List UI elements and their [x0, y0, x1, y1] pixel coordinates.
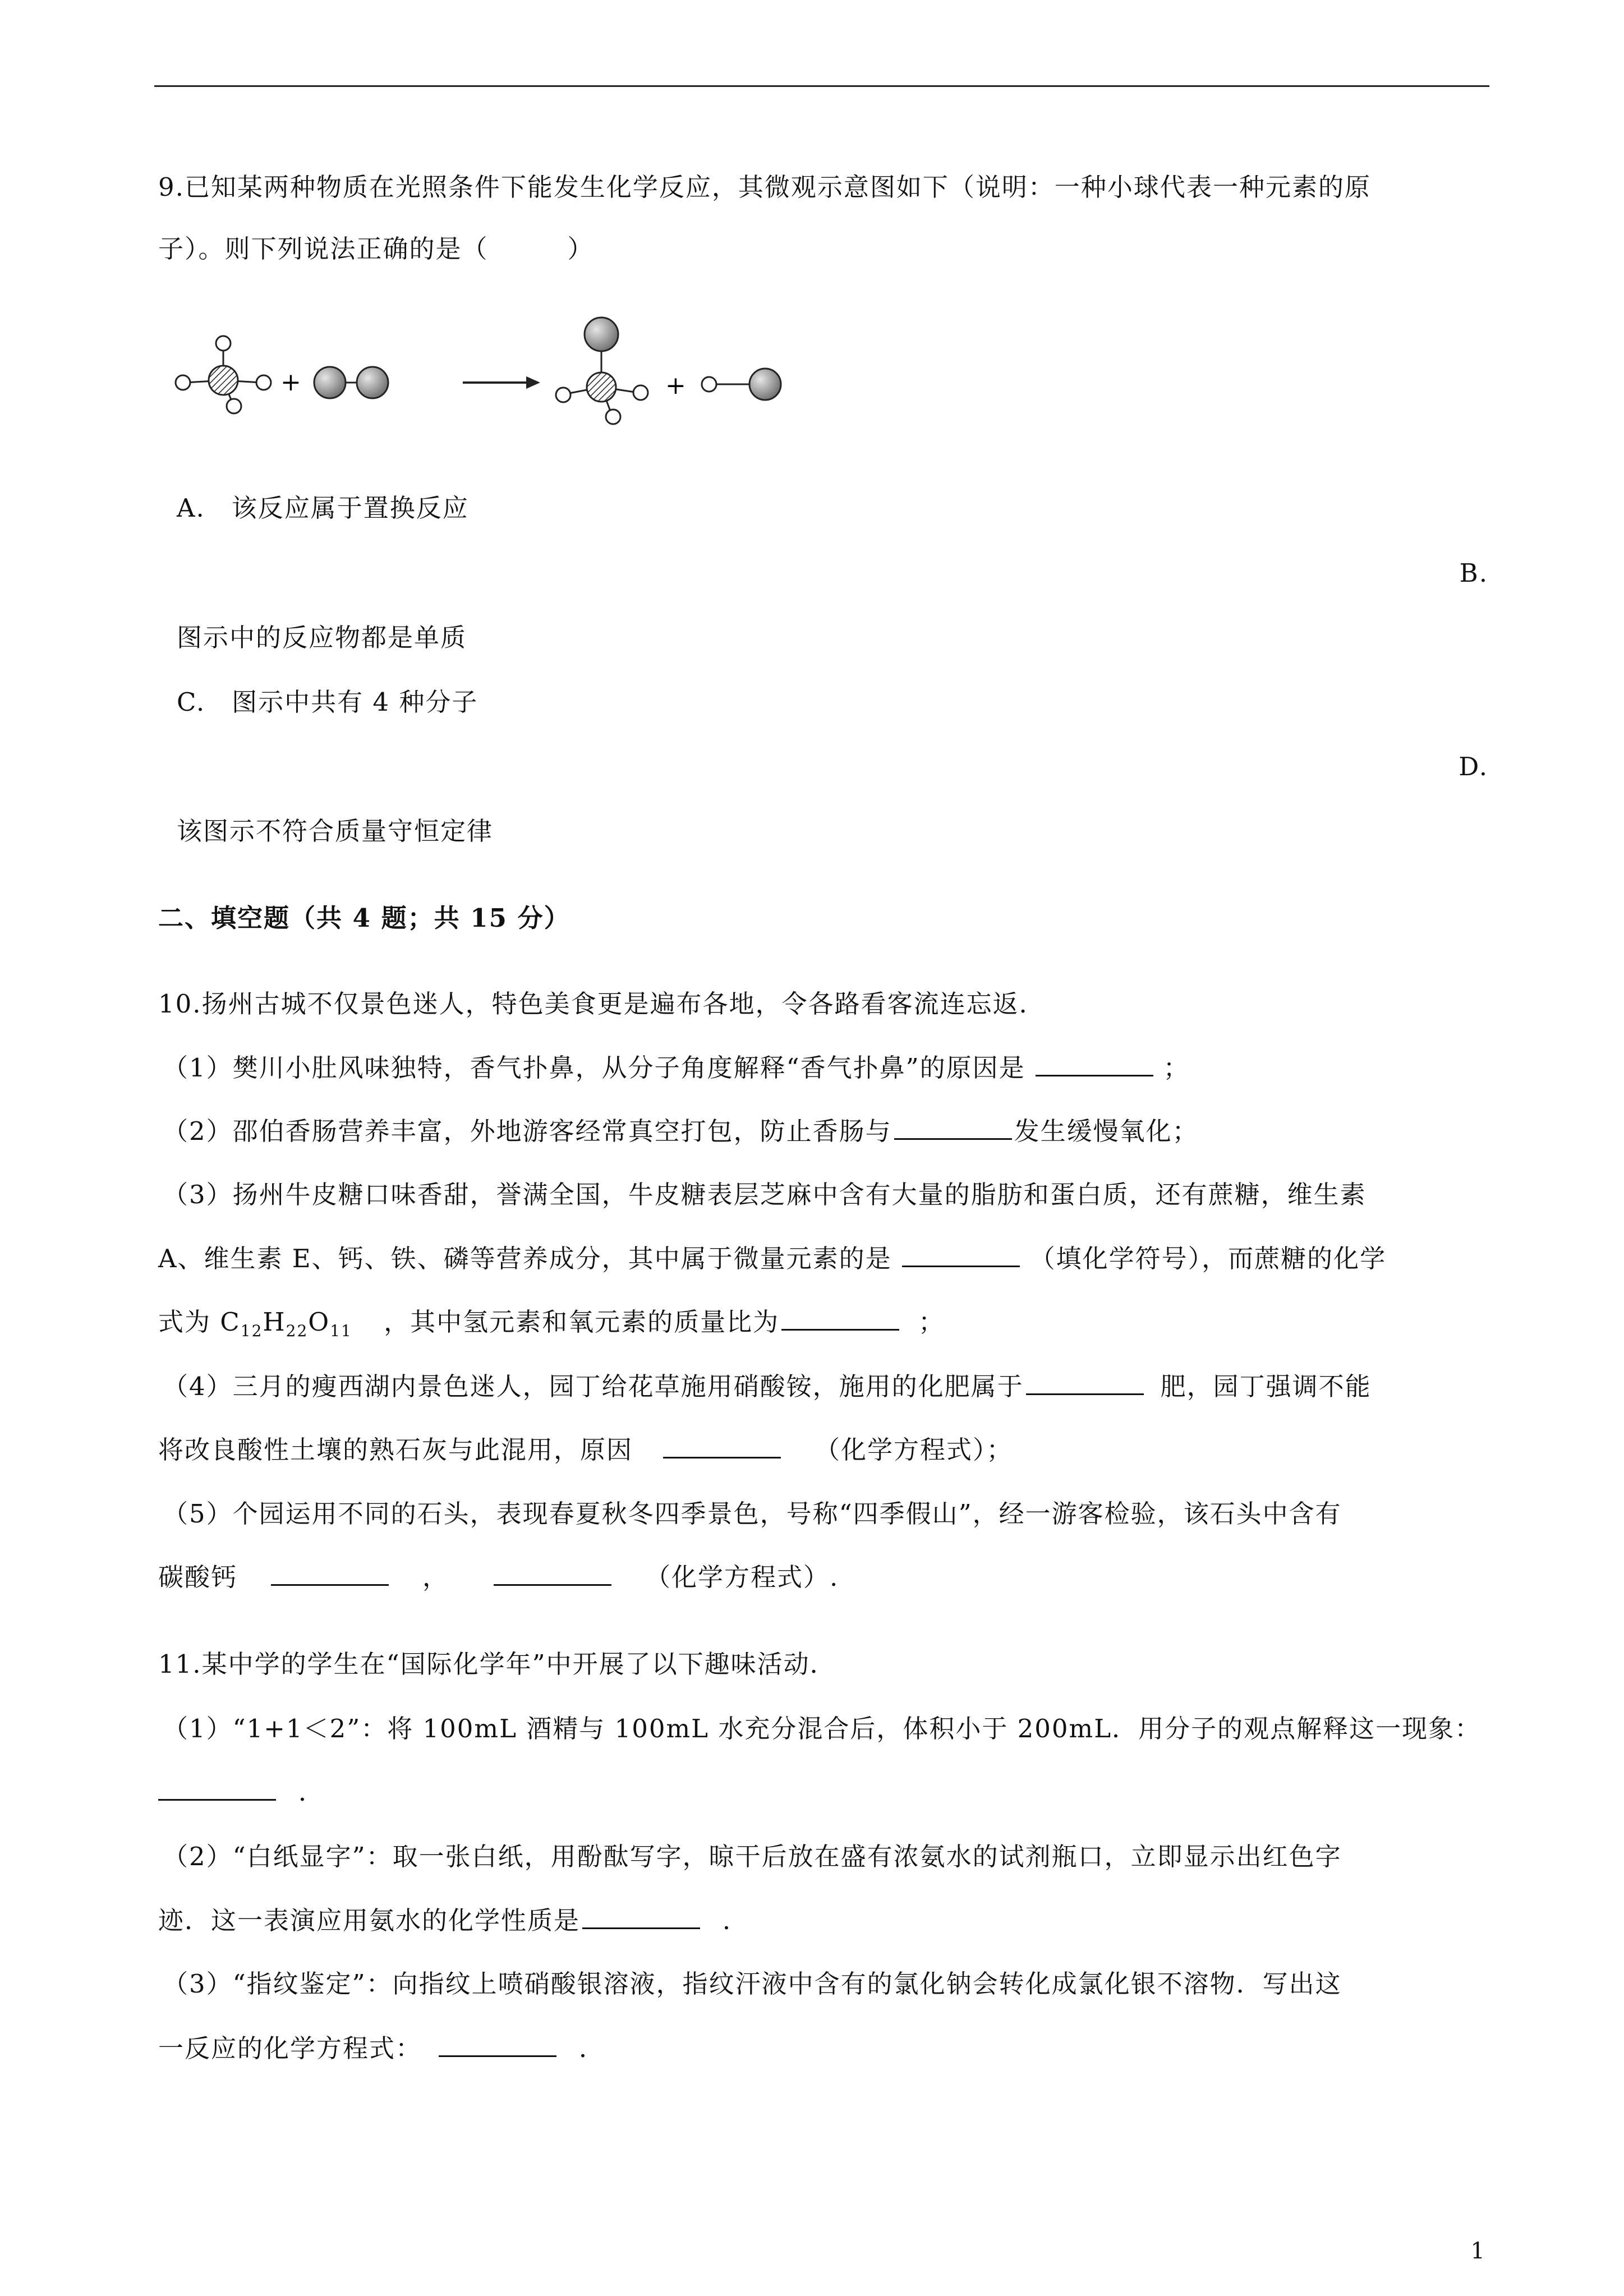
plus-sign-1: + [280, 368, 301, 397]
reaction-arrow [463, 378, 537, 387]
q11-part1-line1: （1）“1+1＜2”：将 100mL 酒精与 100mL 水充分混合后，体积小于 200mL．用分子的观点解释这一现象： [163, 1714, 1482, 1743]
answer-blank[interactable] [902, 1244, 1020, 1267]
q11-part2-line2: 迹．这一表演应用氨水的化学性质是 ． [158, 1906, 749, 1935]
q10-part1: （1）樊川小肚风味独特，香气扑鼻，从分子角度解释“香气扑鼻”的原因是 ； [163, 1053, 1190, 1083]
q9-option-d-label: D. [1459, 752, 1488, 781]
q9-option-d-text: 该图示不符合质量守恒定律 [177, 816, 494, 846]
section-heading: 二、填空题（共 4 题；共 15 分） [158, 903, 571, 933]
answer-blank[interactable] [1036, 1053, 1153, 1076]
q10-part4-line2: 将改良酸性土壤的熟石灰与此混用，原因 （化学方程式）； [158, 1435, 1013, 1465]
header-rule [154, 85, 1489, 87]
reactant-molecule-2 [314, 367, 388, 398]
q10-part3-line3: 式为 $C_{12}H_{22}O_{11}$ ，其中氢元素和氧元素的质量比为 ； [158, 1307, 945, 1340]
answer-blank[interactable] [271, 1563, 389, 1586]
product-molecule-1 [556, 318, 648, 424]
q11-part3-line1: （3）“指纹鉴定”：向指纹上喷硝酸银溶液，指纹汗液中含有的氯化钠会转化成氯化银不溶物．写出这 [163, 1969, 1342, 1999]
q11-part3-line2: 一反应的化学方程式： ． [158, 2033, 606, 2063]
q10-part3-line2: A、维生素 E、钙、铁、磷等营养成分，其中属于微量元素的是 （填化学符号），而蔗糖的化学 [158, 1244, 1387, 1273]
q10-intro: 10.扬州古城不仅景色迷人，特色美食更是遍布各地，令各路看客流连忘返． [158, 989, 1046, 1019]
q10-part3-line1: （3）扬州牛皮糖口味香甜，誉满全国，牛皮糖表层芝麻中含有大量的脂肪和蛋白质，还有蔗糖，维生素 [163, 1180, 1367, 1209]
q10-part5-line1: （5）个园运用不同的石头，表现春夏秋冬四季景色，号称“四季假山”，经一游客检验，该石头中含有 [163, 1499, 1342, 1529]
product-molecule-2 [702, 369, 781, 400]
q10-part5-line2: 碳酸钙 ， （化学方程式）. [158, 1562, 839, 1592]
answer-blank[interactable] [894, 1117, 1012, 1140]
q11-intro: 11.某中学的学生在“国际化学年”中开展了以下趣味活动． [158, 1649, 836, 1679]
page-number: 1 [1470, 2238, 1485, 2264]
answer-blank[interactable] [158, 1778, 276, 1801]
plus-sign-2: + [665, 371, 686, 400]
answer-blank[interactable] [439, 2034, 556, 2057]
q9-option-b-text: 图示中的反应物都是单质 [177, 623, 467, 652]
answer-blank[interactable] [781, 1308, 899, 1331]
q9-option-a: A. 该反应属于置换反应 [177, 493, 469, 523]
answer-blank[interactable] [1026, 1372, 1144, 1395]
reaction-diagram [163, 303, 813, 443]
q9-option-c: C. 图示中共有 4 种分子 [177, 687, 479, 717]
answer-blank[interactable] [663, 1435, 781, 1458]
reactant-molecule-1 [176, 336, 271, 413]
q10-part2: （2）邵伯香肠营养丰富，外地游客经常真空打包，防止香肠与 发生缓慢氧化； [163, 1116, 1199, 1146]
answer-blank[interactable] [582, 1906, 700, 1929]
q11-part2-line1: （2）“白纸显字”：取一张白纸，用酚酞写字，晾干后放在盛有浓氨水的试剂瓶口，立即显示出红色字 [163, 1842, 1342, 1871]
q9-option-b-label: B. [1459, 558, 1488, 588]
answer-blank[interactable] [494, 1563, 611, 1586]
q10-part4-line1: （4）三月的瘦西湖内景色迷人，园丁给花草施用硝酸铵，施用的化肥属于 肥，园丁强调不能 [163, 1372, 1372, 1401]
q11-part1-line2: ． [158, 1774, 325, 1810]
q9-stem-line2: 子）。则下列说法正确的是（ ） [158, 234, 594, 264]
q9-stem-line1: 9.已知某两种物质在光照条件下能发生化学反应，其微观示意图如下（说明：一种小球代表一种元素的原 [158, 172, 1371, 202]
